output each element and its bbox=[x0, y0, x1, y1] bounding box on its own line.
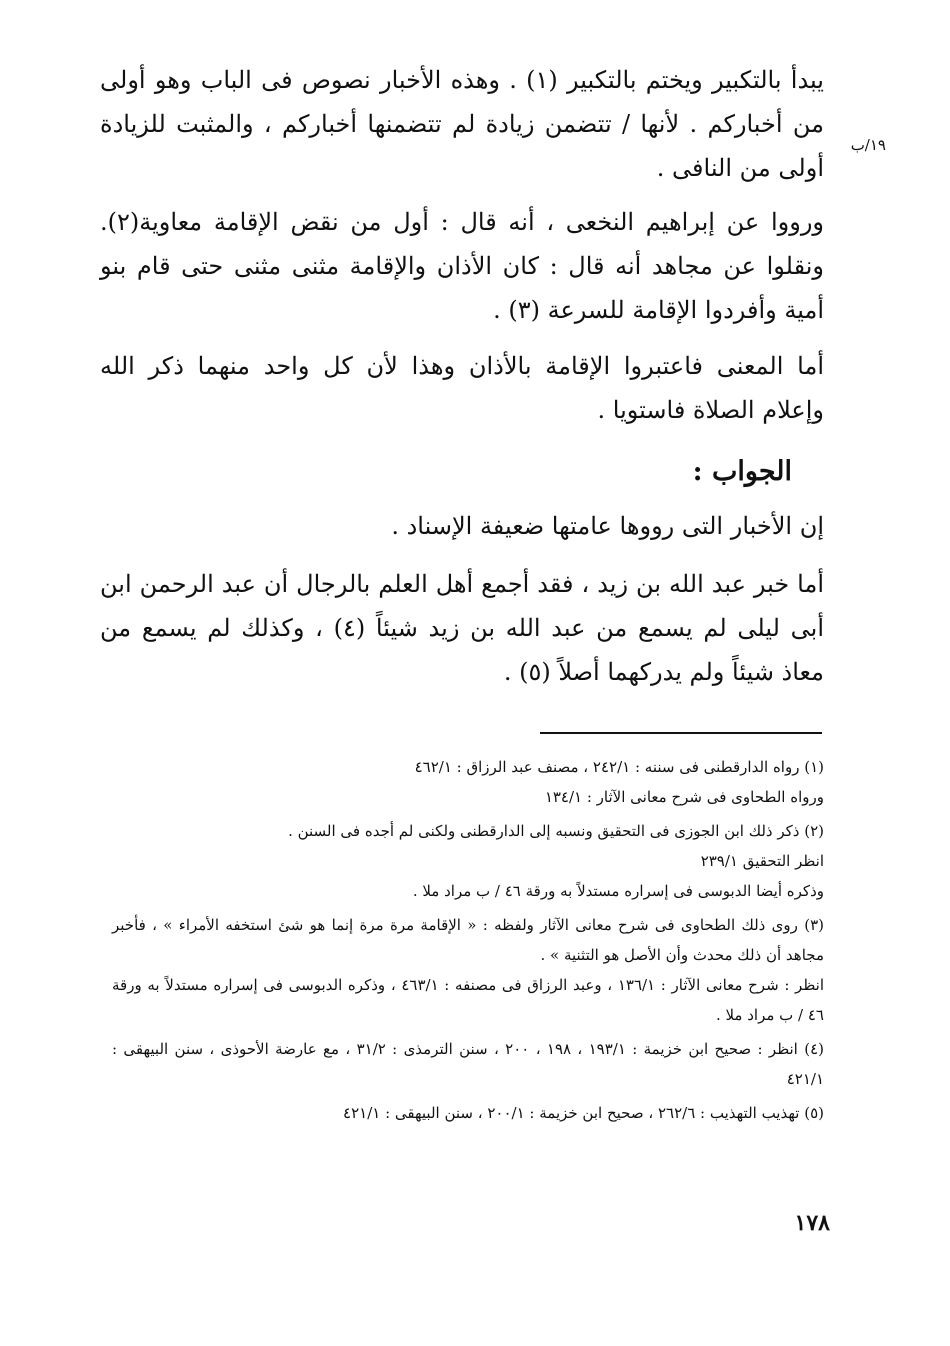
footnote-line: ورواه الطحاوى فى شرح معانى الآثار : ١٣٤/١ bbox=[544, 788, 824, 806]
footnotes bbox=[112, 752, 824, 1128]
footnote-line: (٢) ذكر ذلك ابن الجوزى فى التحقيق ونسبه إلى الدارقطنى ولكنى لم أجده فى السنن . bbox=[288, 822, 824, 840]
footnote-separator bbox=[540, 732, 822, 734]
page-number: ١٧٨ bbox=[794, 1210, 830, 1236]
page-body bbox=[100, 58, 824, 694]
footnote-line: (٣) روى ذلك الطحاوى فى شرح معانى الآثار ولفظه : « الإقامة مرة مرة إنما هو شئ استخفه الأمراء » ، فأخبر مجاهد أن ذلك محدث وأن الأصل هو التثنية » . bbox=[112, 916, 824, 964]
section-heading: الجواب : bbox=[692, 456, 792, 487]
footnote-line: (١) رواه الدارقطنى فى سننه : ٢٤٢/١ ، مصنف عبد الرزاق : ٤٦٢/١ bbox=[414, 758, 824, 776]
footnote-line: وذكره أيضا الدبوسى فى إسراره مستدلاً به ورقة ٤٦ / ب مراد ملا . bbox=[412, 882, 824, 900]
paragraph: يبدأ بالتكبير ويختم بالتكبير (١) . وهذه الأخبار نصوص فى الباب وهو أولى من أخباركم . لأنها / تتضمن زيادة لم تتضمنها أخباركم ، والمثبت للزيادة أولى من النافى . bbox=[100, 66, 824, 182]
margin-folio-note: ١٩/ب bbox=[850, 136, 886, 154]
footnote-line: انظر : شرح معانى الآثار : ١٣٦/١ ، وعبد الرزاق فى مصنفه : ٤٦٣/١ ، وذكره الدبوسى فى إسراره مستدلاً به ورقة ٤٦ / ب مراد ملا . bbox=[112, 976, 824, 1024]
paragraph: ورووا عن إبراهيم النخعى ، أنه قال : أول من نقض الإقامة معاوية(٢). ونقلوا عن مجاهد أنه قال : كان الأذان والإقامة مثنى مثنى حتى قام بنو أمية وأفردوا الإقامة للسرعة (٣) . bbox=[100, 208, 824, 324]
footnote-line: انظر التحقيق ٢٣٩/١ bbox=[700, 852, 824, 870]
paragraph: أما خبر عبد الله بن زيد ، فقد أجمع أهل العلم بالرجال أن عبد الرحمن ابن أبى ليلى لم يسمع من عبد الله بن زيد شيئاً (٤) ، وكذلك لم يسمع من معاذ شيئاً ولم يدركهما أصلاً (٥) . bbox=[100, 570, 824, 686]
footnote-line: (٥) تهذيب التهذيب : ٢٦٢/٦ ، صحيح ابن خزيمة : ٢٠٠/١ ، سنن البيهقى : ٤٢١/١ bbox=[343, 1104, 824, 1122]
footnote-line: (٤) انظر : صحيح ابن خزيمة : ١٩٣/١ ، ١٩٨ ، ٢٠٠ ، سنن الترمذى : ٣١/٢ ، مع عارضة الأحوذى ، سنن البيهقى : ٤٢١/١ bbox=[112, 1040, 824, 1088]
paragraph: أما المعنى فاعتبروا الإقامة بالأذان وهذا لأن كل واحد منهما ذكر الله وإعلام الصلاة فاستويا . bbox=[100, 352, 824, 424]
paragraph: إن الأخبار التى رووها عامتها ضعيفة الإسناد . bbox=[391, 512, 824, 540]
